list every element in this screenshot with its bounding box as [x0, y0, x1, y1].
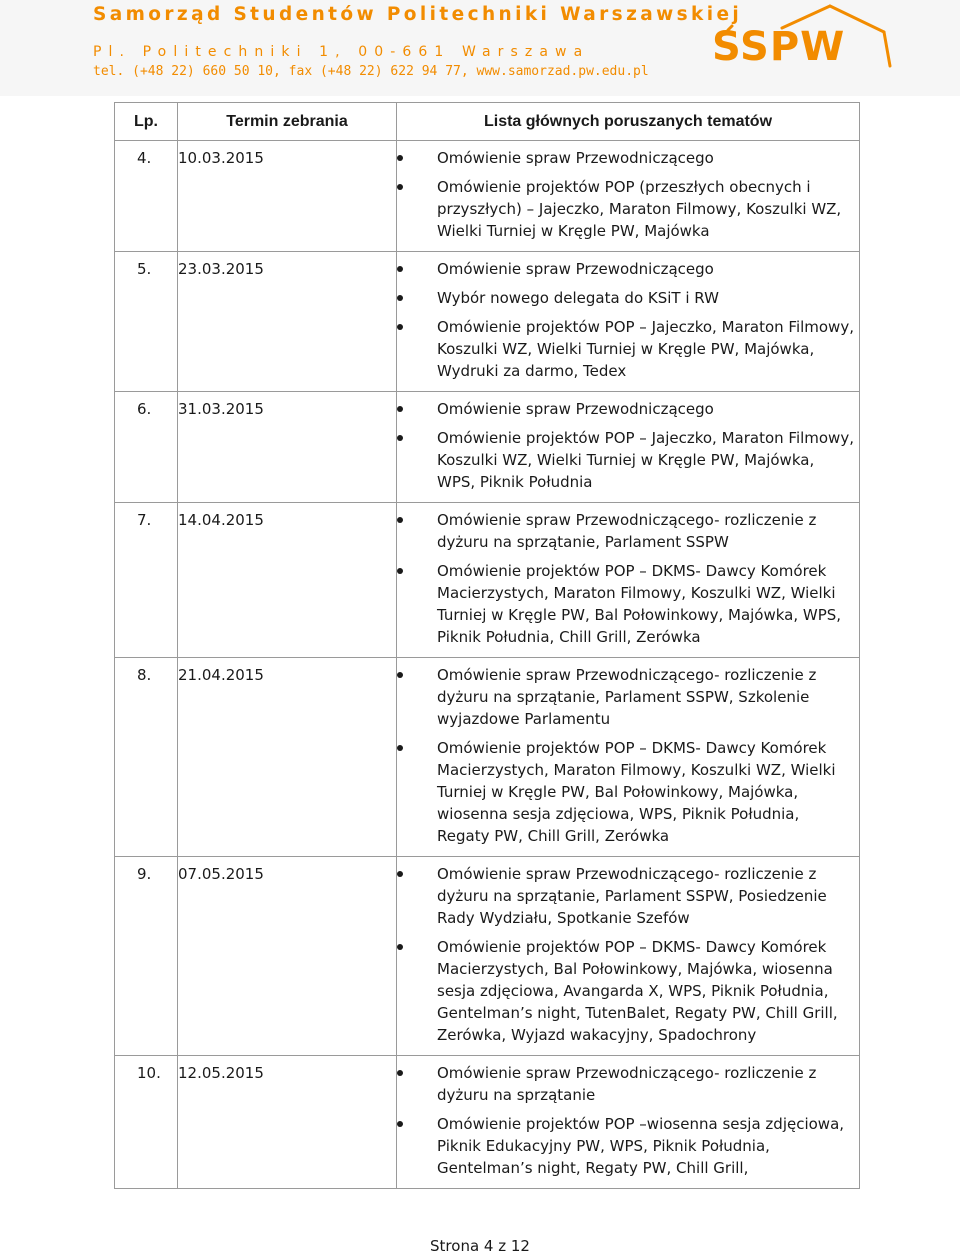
meeting-date: 07.05.2015	[178, 857, 397, 1056]
topics-list	[397, 664, 855, 847]
bullet-icon	[397, 1070, 403, 1076]
letterhead	[0, 0, 960, 96]
meeting-date: 14.04.2015	[178, 503, 397, 658]
bullet-icon	[397, 155, 403, 161]
meeting-date: 23.03.2015	[178, 252, 397, 392]
topic-text: Omówienie spraw Przewodniczącego	[437, 260, 714, 278]
meeting-date: 21.04.2015	[178, 658, 397, 857]
topic-item	[397, 147, 855, 169]
table-body	[115, 141, 860, 1189]
bullet-icon	[397, 672, 403, 678]
topic-item	[397, 560, 855, 648]
topics-list	[397, 398, 855, 493]
topics-list	[397, 863, 855, 1046]
topic-text: Omówienie projektów POP (przeszłych obecnych i przyszłych) – Jajeczko, Maraton Filmowy, Koszulki WZ, Wielki Turniej w Kręgle PW, Majówka	[437, 178, 842, 240]
meeting-date: 12.05.2015	[178, 1056, 397, 1189]
topic-text: Omówienie spraw Przewodniczącego- rozliczenie z dyżuru na sprzątanie, Parlament SSPW, Szkolenie wyjazdowe Parlamentu	[437, 666, 817, 728]
bullet-icon	[397, 1121, 403, 1127]
organization-contact: tel. (+48 22) 660 50 10, fax (+48 22) 622 94 77, www.samorzad.pw.edu.pl	[93, 64, 649, 79]
page-number: Strona 4 z 12	[430, 1237, 530, 1255]
topic-item	[397, 258, 855, 280]
header-topics: Lista głównych poruszanych tematów	[397, 103, 860, 141]
row-number: 7.	[115, 503, 178, 658]
table-row	[115, 503, 860, 658]
bullet-icon	[397, 435, 403, 441]
table-row	[115, 252, 860, 392]
row-number: 9.	[115, 857, 178, 1056]
bullet-icon	[397, 184, 403, 190]
topics-list	[397, 258, 855, 382]
topic-text: Omówienie projektów POP – DKMS- Dawcy Komórek Macierzystych, Maraton Filmowy, Koszulki WZ, Wielki Turniej w Kręgle PW, Bal Połowinkowy, Majówka, WPS, Piknik Południa, Chill Grill, Zerówka	[437, 562, 842, 646]
topics-cell	[397, 141, 860, 252]
topic-text: Wybór nowego delegata do KSiT i RW	[437, 289, 719, 307]
topics-list	[397, 509, 855, 648]
table-row	[115, 658, 860, 857]
topic-item	[397, 664, 855, 730]
topic-item	[397, 737, 855, 847]
bullet-icon	[397, 266, 403, 272]
topic-text: Omówienie projektów POP – DKMS- Dawcy Komórek Macierzystych, Bal Połowinkowy, Majówka, wiosenna sesja zdjęciowa, Avangarda X, WPS, Piknik Południa, Gentelman’s night, TutenBalet, Regaty PW, Chill Grill, Zerówka, Wyjazd wakacyjny, Spadochrony	[437, 938, 838, 1044]
meeting-date: 31.03.2015	[178, 392, 397, 503]
bullet-icon	[397, 406, 403, 412]
bullet-icon	[397, 295, 403, 301]
table-row	[115, 392, 860, 503]
table-row	[115, 1056, 860, 1189]
topics-cell	[397, 252, 860, 392]
topics-list	[397, 1062, 855, 1179]
topics-cell	[397, 392, 860, 503]
topics-list	[397, 147, 855, 242]
row-number: 4.	[115, 141, 178, 252]
topic-text: Omówienie spraw Przewodniczącego	[437, 149, 714, 167]
table-header-row	[115, 103, 860, 141]
topic-item	[397, 316, 855, 382]
bullet-icon	[397, 517, 403, 523]
topic-text: Omówienie projektów POP – Jajeczko, Maraton Filmowy, Koszulki WZ, Wielki Turniej w Kręgle PW, Majówka, WPS, Piknik Południa	[437, 429, 854, 491]
row-number: 10.	[115, 1056, 178, 1189]
topic-text: Omówienie spraw Przewodniczącego- rozliczenie z dyżuru na sprzątanie, Parlament SSPW	[437, 511, 817, 551]
topic-item	[397, 936, 855, 1046]
bullet-icon	[397, 745, 403, 751]
bullet-icon	[397, 568, 403, 574]
meeting-date: 10.03.2015	[178, 141, 397, 252]
meetings-table	[114, 102, 860, 1189]
topic-item	[397, 863, 855, 929]
topic-item	[397, 427, 855, 493]
row-number: 8.	[115, 658, 178, 857]
logo-text: SSPW	[712, 24, 846, 70]
topic-item	[397, 1062, 855, 1106]
topics-cell	[397, 658, 860, 857]
header-date: Termin zebrania	[178, 103, 397, 141]
topic-item	[397, 176, 855, 242]
topics-cell	[397, 503, 860, 658]
topic-text: Omówienie spraw Przewodniczącego	[437, 400, 714, 418]
organization-name: Samorząd Studentów Politechniki Warszawskiej	[93, 4, 743, 25]
organization-address: Pl. Politechniki 1, 00-661 Warszawa	[93, 44, 590, 60]
topic-text: Omówienie projektów POP – Jajeczko, Maraton Filmowy, Koszulki WZ, Wielki Turniej w Kręgle PW, Majówka, Wydruki za darmo, Tedex	[437, 318, 854, 380]
topic-item	[397, 509, 855, 553]
table-row	[115, 857, 860, 1056]
topic-text: Omówienie spraw Przewodniczącego- rozliczenie z dyżuru na sprzątanie, Parlament SSPW, Posiedzenie Rady Wydziału, Spotkanie Szefów	[437, 865, 827, 927]
bullet-icon	[397, 944, 403, 950]
topics-cell	[397, 857, 860, 1056]
topic-item	[397, 1113, 855, 1179]
topic-item	[397, 287, 855, 309]
topic-text: Omówienie projektów POP –wiosenna sesja zdjęciowa, Piknik Edukacyjny PW, WPS, Piknik Południa, Gentelman’s night, Regaty PW, Chill Grill,	[437, 1115, 845, 1177]
topic-text: Omówienie spraw Przewodniczącego- rozliczenie z dyżuru na sprzątanie	[437, 1064, 817, 1104]
row-number: 5.	[115, 252, 178, 392]
sspw-logo	[708, 2, 898, 80]
topics-cell	[397, 1056, 860, 1189]
row-number: 6.	[115, 392, 178, 503]
topic-item	[397, 398, 855, 420]
header-lp: Lp.	[115, 103, 178, 141]
bullet-icon	[397, 871, 403, 877]
topic-text: Omówienie projektów POP – DKMS- Dawcy Komórek Macierzystych, Maraton Filmowy, Koszulki WZ, Wielki Turniej w Kręgle PW, Bal Połowinkowy, Majówka, wiosenna sesja zdjęciowa, WPS, Piknik Południa, Regaty PW, Chill Grill, Zerówka	[437, 739, 836, 845]
table-row	[115, 141, 860, 252]
bullet-icon	[397, 324, 403, 330]
